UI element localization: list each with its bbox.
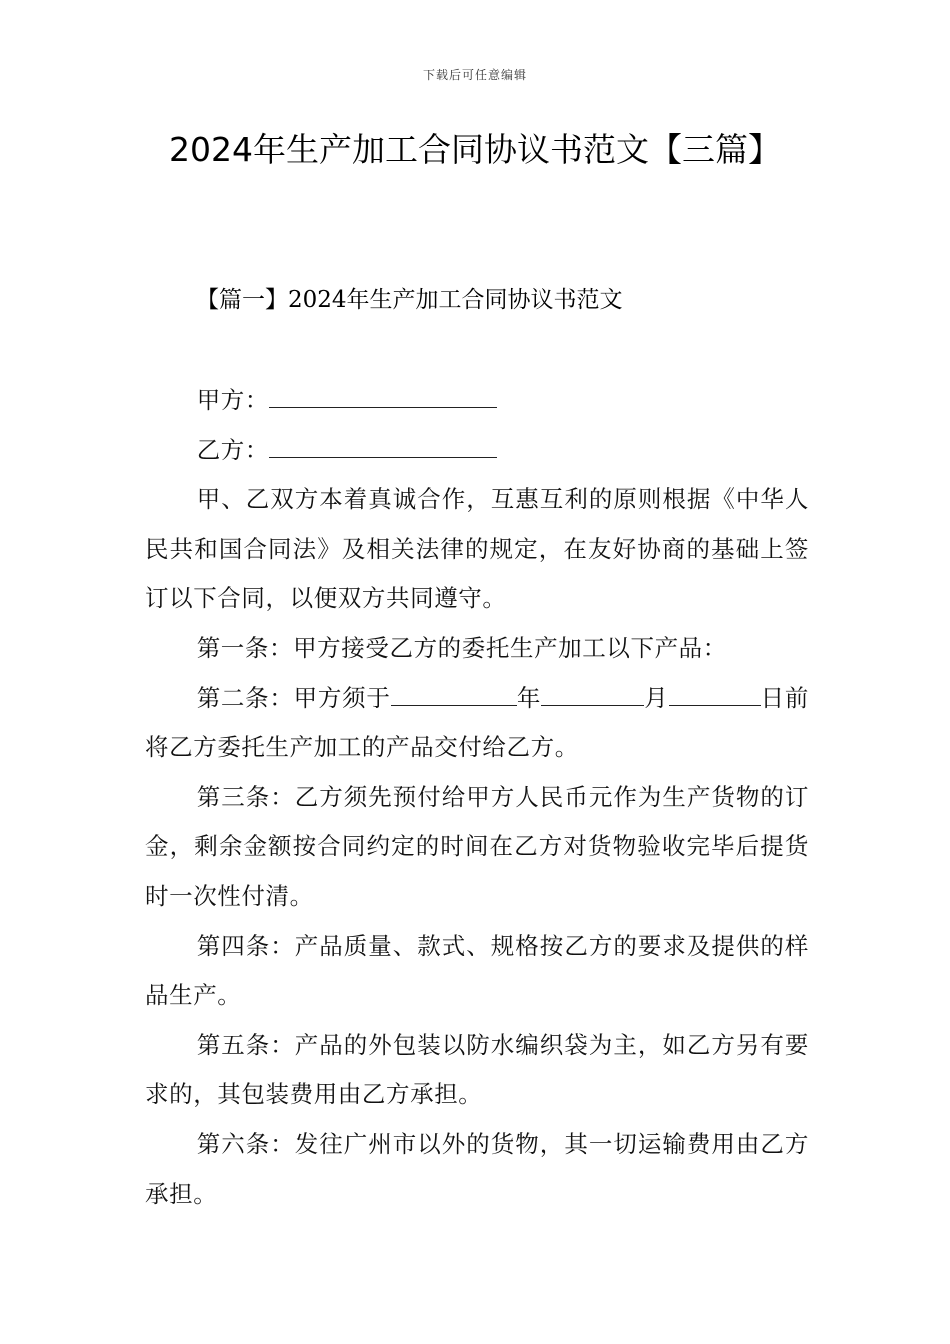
preamble-paragraph: 甲、乙双方本着真诚合作，互惠互利的原则根据《中华人民共和国合同法》及相关法律的规定，在友好协商的基础上签订以下合同，以便双方共同遵守。 — [145, 485, 809, 613]
article-1: 第一条：甲方接受乙方的委托生产加工以下产品： — [196, 633, 727, 662]
contract-body — [145, 376, 809, 1219]
article-2 — [145, 674, 809, 773]
section-title: 【篇一】2024年生产加工合同协议书范文 — [196, 287, 623, 313]
header-note: 下载后可任意编辑 — [422, 68, 527, 82]
month-blank — [541, 680, 644, 706]
document-title: 2024年生产加工合同协议书范文【三篇】 — [169, 130, 781, 169]
party-b-label: 乙方： — [196, 435, 269, 464]
article-2-prefix: 第二条：甲方须于 — [196, 683, 391, 712]
article-3: 第三条：乙方须先预付给甲方人民币元作为生产货物的订金，剩余金额按合同约定的时间在乙方对货物验收完毕后提货时一次性付清。 — [145, 782, 809, 910]
article-4: 第四条：产品质量、款式、规格按乙方的要求及提供的样品生产。 — [145, 931, 809, 1010]
article-6: 第六条：发往广州市以外的货物，其一切运输费用由乙方承担。 — [145, 1129, 809, 1208]
article-5: 第五条：产品的外包装以防水编织袋为主，如乙方另有要求的，其包装费用由乙方承担。 — [145, 1030, 809, 1109]
party-b-line — [145, 426, 809, 476]
day-blank — [669, 680, 761, 706]
year-blank — [391, 680, 517, 706]
party-a-blank — [269, 382, 497, 408]
article-2-suffix: 日前将乙方委托生产加工的产品交付给乙方。 — [145, 683, 809, 762]
party-a-line — [145, 376, 809, 426]
party-a-label: 甲方： — [196, 386, 269, 414]
month-label: 月 — [644, 683, 669, 712]
year-label: 年 — [516, 683, 542, 712]
party-b-blank — [269, 432, 497, 458]
